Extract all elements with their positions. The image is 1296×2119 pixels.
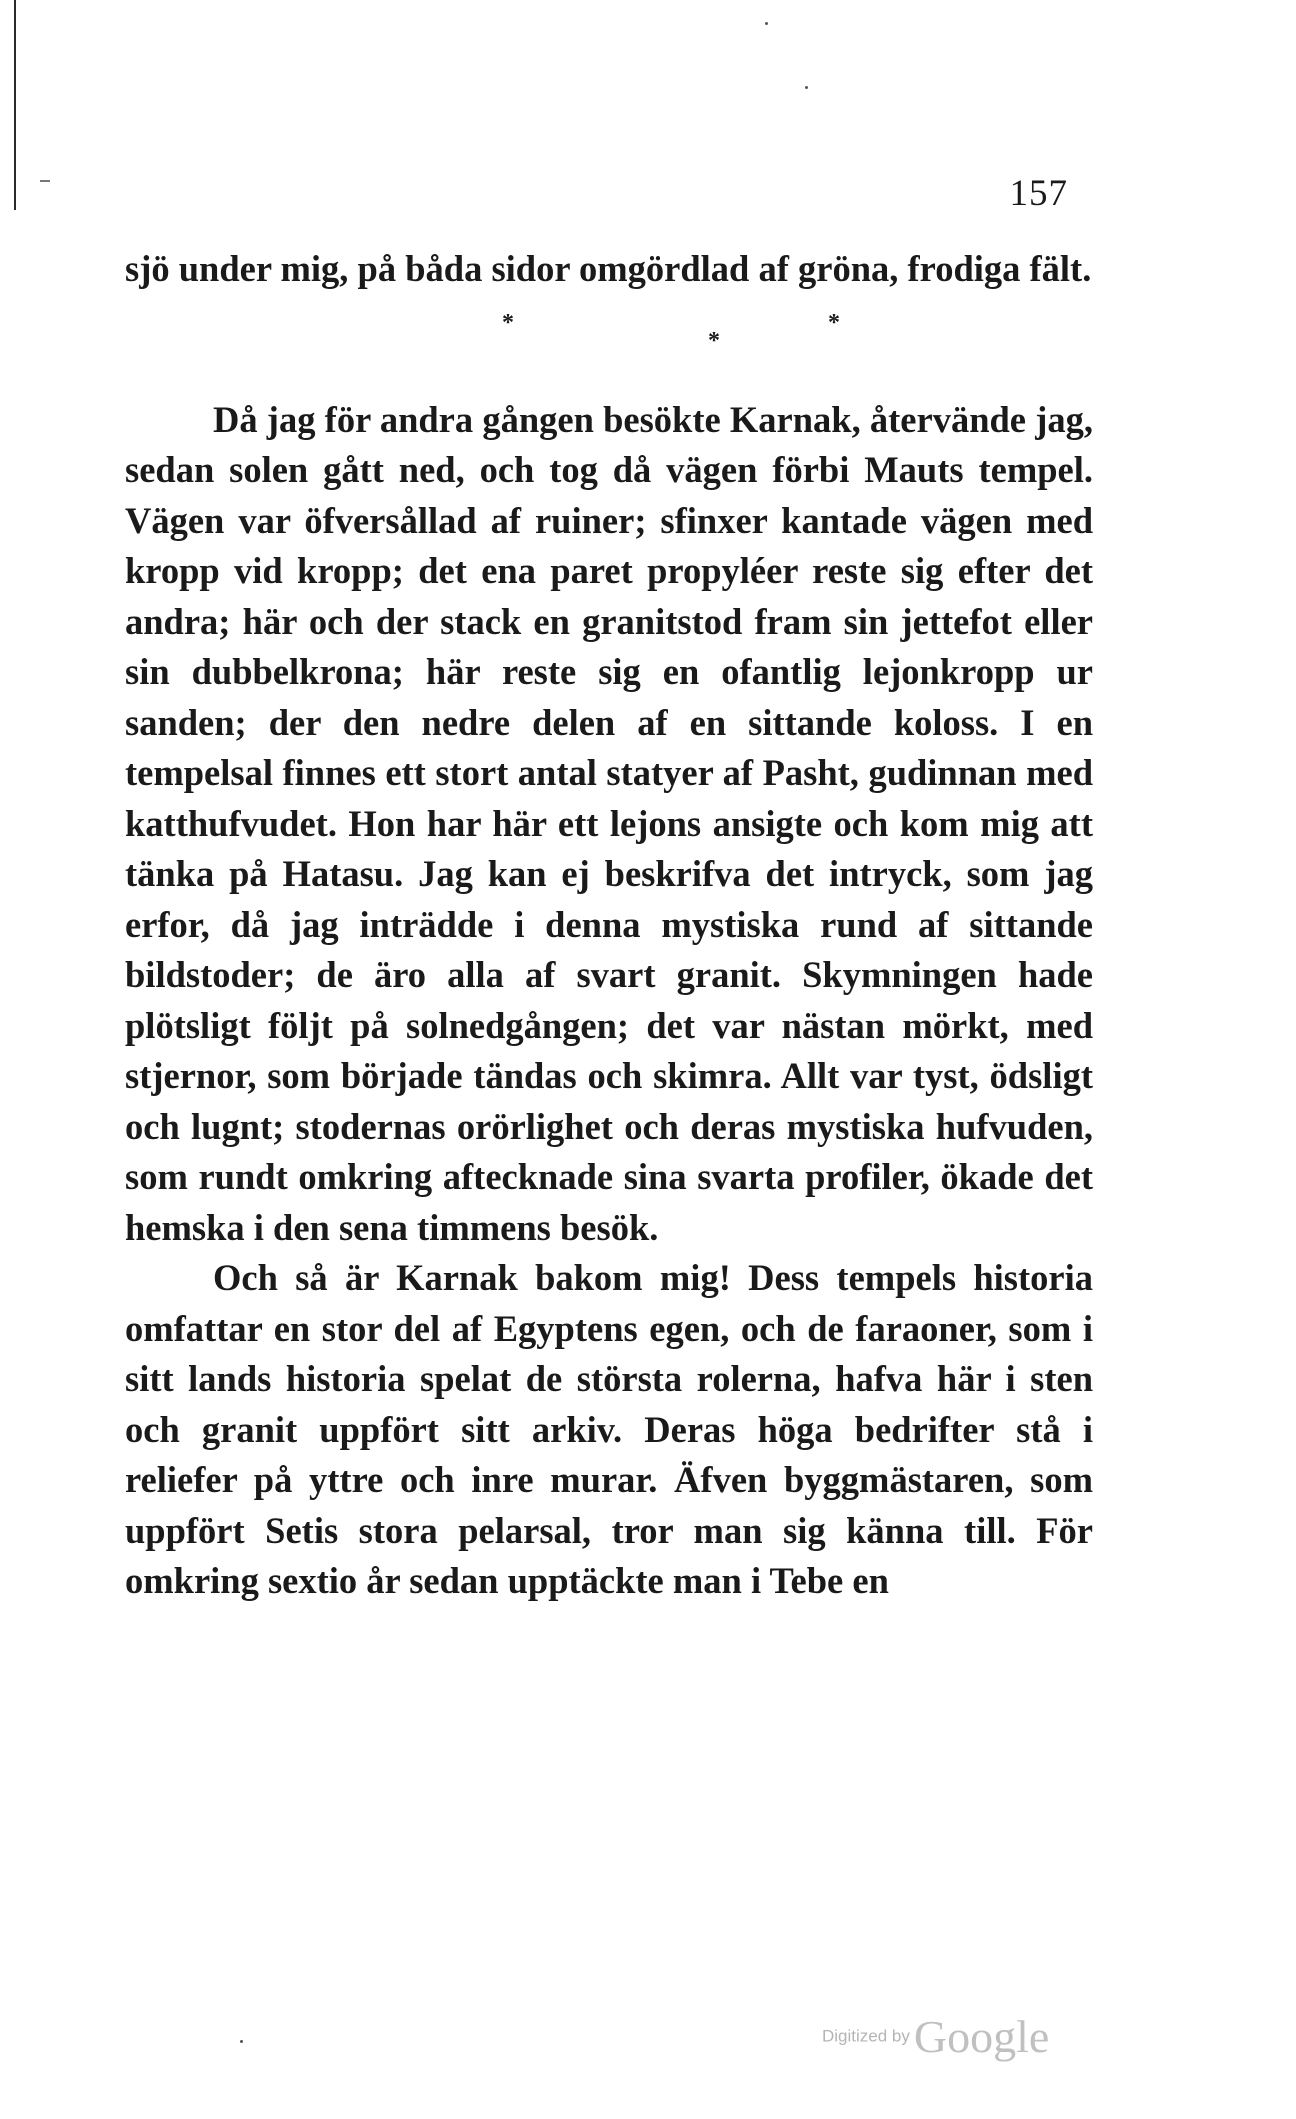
scan-speck: [765, 22, 768, 25]
scan-mark: [40, 180, 50, 182]
scan-speck: [805, 86, 808, 89]
google-logo: Google: [913, 2011, 1050, 2062]
body-text: [125, 244, 1093, 1607]
paragraph: Då jag för andra gången besökte Karnak, återvände jag, sedan solen gått ned, och tog då vägen förbi Mauts tempel. Vägen var öfversållad af ruiner; sfinxer kantade vägen med kropp vid kropp; det ena paret propyléer reste sig efter det andra; här och der stack en granitstod fram sin jettefot eller sin dubbelkrona; här reste sig en ofantlig lejonkropp ur sanden; der den nedre delen af en sittande koloss. I en tempelsal finnes ett stort antal statyer af Pasht, gudinnan med katthufvudet. Hon har här ett lejons ansigte och kom mig att tänka på Hatasu. Jag kan ej beskrifva det intryck, som jag erfor, då jag inträdde i denna mystiska rund af sittande bildstoder; de äro alla af svart granit. Skymningen hade plötsligt följt på solnedgången; det var nästan mörkt, med stjernor, som började tändas och skimra. Allt var tyst, ödsligt och lugnt; stodernas orörlighet och deras mystiska hufvuden, som rundt omkring aftecknade sina svarta profiler, ökade det hemska i den sena timmens besök.: [125, 398, 1093, 1248]
scan-speck: [240, 2040, 243, 2043]
scan-edge-line: [14, 0, 16, 210]
section-separator: [125, 295, 1093, 395]
digitized-watermark: [822, 2010, 1082, 2063]
watermark-prefix: Digitized by: [822, 2026, 910, 2046]
page-number: 157: [1009, 173, 1068, 214]
paragraph: sjö under mig, på båda sidor omgördlad af gröna, frodiga fält.: [125, 248, 1092, 289]
asterisk: *: [708, 327, 720, 354]
paragraph: Och så är Karnak bakom mig! Dess tempels historia omfattar en stor del af Egyptens egen, och de faraoner, som i sitt lands historia spelat de största rolerna, hafva här i sten och granit uppfört sitt arkiv. Deras höga bedrifter stå i reliefer på yttre och inre murar. Äfven byggmästaren, som uppfört Setis stora pelarsal, tror man sig känna till. För omkring sextio år sedan upptäckte man i Tebe en: [125, 1257, 1093, 1601]
asterisk: *: [502, 309, 514, 336]
asterisk: *: [828, 309, 840, 336]
